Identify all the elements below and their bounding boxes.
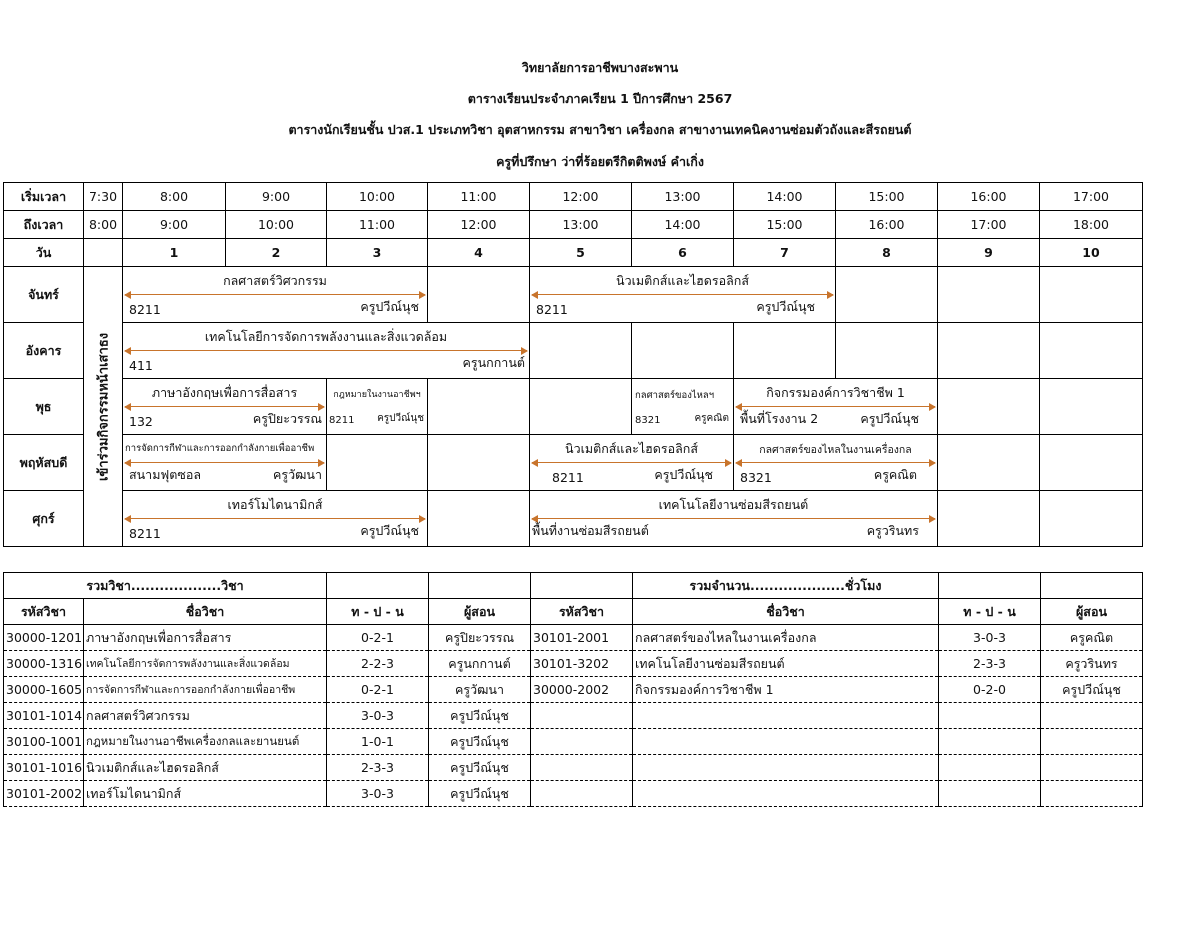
subject-code: 30101-2001 [531,625,633,651]
subject-hours: 2-3-3 [327,755,429,781]
col-name: ชื่อวิชา [633,599,939,625]
period-number: 10 [1040,239,1143,267]
col-hours: ท - ป - น [939,599,1041,625]
period-number: 2 [226,239,327,267]
duration-arrow [532,294,833,295]
period-number: 4 [428,239,530,267]
subject-teacher: ครูวรินทร [1041,651,1143,677]
total-subjects: รวมวิชา...................วิชา [4,573,327,599]
flag-activity-cell [84,267,123,547]
empty-slot [530,323,632,379]
blank-cell [633,781,939,807]
class-teacher: ครูปวีณ์นุช [377,413,424,424]
duration-arrow [125,294,425,295]
day-row-monday [4,267,1143,323]
subject-code: 30000-1605 [4,677,84,703]
end-time: 18:00 [1040,211,1143,239]
blank-cell [939,729,1041,755]
class-teacher: ครูปวีณ์นุช [360,299,419,314]
blank-cell [633,755,939,781]
class-block [123,435,327,491]
blank-cell [1041,573,1143,599]
blank-cell [531,573,633,599]
period-number: 7 [734,239,836,267]
day-name: พฤหัสบดี [4,435,84,491]
empty-slot [632,323,734,379]
empty-slot [1040,435,1143,491]
class-teacher: ครูปวีณ์นุช [654,467,713,482]
start-time: 11:00 [428,183,530,211]
class-subject: กลศาสตร์วิศวกรรม [223,273,327,288]
col-code: รหัสวิชา [4,599,84,625]
class-room: 8211 [129,302,161,317]
empty-slot [938,491,1040,547]
subject-name: การจัดการกีฬาและการออกกำลังกายเพื่ออาชีพ [84,677,327,703]
schedule-table [3,182,1143,547]
day-row-tuesday [4,323,1143,379]
class-subject: กลศาสตร์ของไหลในงานเครื่องกล [759,444,912,456]
college-name: วิทยาลัยการอาชีพบางสะพาน [521,60,679,75]
blank-cell [1041,755,1143,781]
class-subject: กฎหมายในงานอาชีพฯ [333,390,421,400]
class-teacher: ครูปวีณ์นุช [756,299,815,314]
empty-slot [1040,323,1143,379]
day-name: พุธ [4,379,84,435]
table-row [4,781,1143,807]
totals-row [4,573,1143,599]
class-subject: นิวเมติกส์และไฮดรอลิกส์ [565,441,698,456]
class-subject: การจัดการกีฬาและการออกกำลังกายเพื่ออาชีพ [125,443,315,454]
end-time: 14:00 [632,211,734,239]
period-number: 1 [123,239,226,267]
class-room: 8211 [536,302,568,317]
class-room: 8321 [635,415,661,426]
class-subject: กลศาสตร์ของไหลฯ [635,390,715,401]
empty-slot [327,435,428,491]
class-block [632,379,734,435]
duration-arrow [736,406,935,407]
empty-slot [938,267,1040,323]
start-time: 7:30 [84,183,123,211]
subject-hours: 3-0-3 [327,703,429,729]
blank-cell [1041,781,1143,807]
subject-code: 30100-1001 [4,729,84,755]
end-time: 10:00 [226,211,327,239]
start-time-row [4,183,1143,211]
class-block [734,379,938,435]
blank-cell [84,239,123,267]
empty-slot [938,323,1040,379]
day-row-friday [4,491,1143,547]
subject-list-table [3,572,1143,807]
subject-hours: 2-2-3 [327,651,429,677]
start-time: 13:00 [632,183,734,211]
empty-slot [1040,267,1143,323]
subject-code: 30101-3202 [531,651,633,677]
end-time: 15:00 [734,211,836,239]
empty-slot [938,379,1040,435]
end-time: 12:00 [428,211,530,239]
day-name: อังคาร [4,323,84,379]
class-teacher: ครูวัฒนา [273,467,322,482]
subject-teacher: ครูปวีณ์นุช [429,755,531,781]
col-code: รหัสวิชา [531,599,633,625]
class-subject: ภาษาอังกฤษเพื่อการสื่อสาร [151,385,298,400]
class-room: 8211 [552,470,584,485]
table-row [4,651,1143,677]
day-name: จันทร์ [4,267,84,323]
subject-hours: 2-3-3 [939,651,1041,677]
blank-cell [1041,703,1143,729]
subject-code: 30101-1016 [4,755,84,781]
duration-arrow [736,462,935,463]
subject-teacher: ครูคณิต [1041,625,1143,651]
class-block [123,323,530,379]
empty-slot [428,267,530,323]
subject-name: ภาษาอังกฤษเพื่อการสื่อสาร [84,625,327,651]
table-row [4,703,1143,729]
day-name: ศุกร์ [4,491,84,547]
empty-slot [938,435,1040,491]
blank-cell [531,729,633,755]
start-time: 17:00 [1040,183,1143,211]
class-room: 132 [129,414,153,429]
empty-slot [530,379,632,435]
end-label: ถึงเวลา [4,211,84,239]
class-room: 8211 [329,415,355,426]
subject-teacher: ครูปวีณ์นุช [1041,677,1143,703]
day-row-wednesday [4,379,1143,435]
subject-name: เทอร์โมไดนามิกส์ [84,781,327,807]
period-number: 8 [836,239,938,267]
start-time: 15:00 [836,183,938,211]
empty-slot [428,491,530,547]
subject-name: กฎหมายในงานอาชีพเครื่องกลและยานยนต์ [84,729,327,755]
subject-name: เทคโนโลยีการจัดการพลังงานและสิ่งแวดล้อม [84,651,327,677]
class-subject: เทคโนโลยีงานซ่อมสีรถยนต์ [658,497,809,512]
class-subject: เทอร์โมไดนามิกส์ [227,497,323,512]
start-time: 9:00 [226,183,327,211]
blank-cell [939,573,1041,599]
blank-cell [1041,729,1143,755]
class-room: สนามฟุตซอล [129,467,202,482]
class-room: พื้นที่งานซ่อมสีรถยนต์ [532,523,649,538]
class-room: 8211 [129,526,161,541]
class-subject: นิวเมติกส์และไฮดรอลิกส์ [616,273,749,288]
duration-arrow [532,518,935,519]
empty-slot [734,323,836,379]
end-time: 9:00 [123,211,226,239]
start-time: 10:00 [327,183,428,211]
period-number: 5 [530,239,632,267]
blank-cell [939,703,1041,729]
duration-arrow [532,462,731,463]
class-block [530,435,734,491]
blank-cell [531,755,633,781]
blank-cell [633,703,939,729]
subject-name: กลศาสตร์วิศวกรรม [84,703,327,729]
subject-teacher: ครูปิยะวรรณ [429,625,531,651]
class-block [530,491,938,547]
class-teacher: ครูปวีณ์นุช [860,411,919,426]
table-row [4,677,1143,703]
empty-slot [836,267,938,323]
subject-name: กลศาสตร์ของไหลในงานเครื่องกล [633,625,939,651]
duration-arrow [125,462,324,463]
flag-activity-label: เข้าร่วมกิจกรรมหน้าเสาธง [96,332,112,481]
period-number: 3 [327,239,428,267]
column-header-row [4,599,1143,625]
table-row [4,729,1143,755]
class-block [734,435,938,491]
day-label: วัน [4,239,84,267]
end-time: 17:00 [938,211,1040,239]
empty-slot [428,435,530,491]
col-teacher: ผู้สอน [1041,599,1143,625]
start-time: 12:00 [530,183,632,211]
period-row [4,239,1143,267]
class-block [327,379,428,435]
start-time: 16:00 [938,183,1040,211]
subject-code: 30000-2002 [531,677,633,703]
duration-arrow [125,406,324,407]
end-time: 13:00 [530,211,632,239]
class-teacher: ครูปิยะวรรณ [252,411,322,426]
subject-code: 30000-1201 [4,625,84,651]
subject-name: นิวเมติกส์และไฮดรอลิกส์ [84,755,327,781]
total-hours: รวมจำนวน....................ชั่วโมง [633,573,939,599]
subject-teacher: ครูนกกานต์ [429,651,531,677]
empty-slot [1040,379,1143,435]
col-teacher: ผู้สอน [429,599,531,625]
end-time: 11:00 [327,211,428,239]
period-number: 9 [938,239,1040,267]
subject-code: 30101-1014 [4,703,84,729]
blank-cell [531,703,633,729]
empty-slot [836,323,938,379]
blank-cell [327,573,429,599]
subject-hours: 0-2-1 [327,625,429,651]
class-block [123,267,428,323]
duration-arrow [125,518,425,519]
class-subject: กิจกรรมองค์การวิชาชีพ 1 [766,385,905,400]
class-block [530,267,836,323]
day-row-thursday [4,435,1143,491]
period-number: 6 [632,239,734,267]
subject-hours: 3-0-3 [327,781,429,807]
subject-teacher: ครูปวีณ์นุช [429,729,531,755]
table-row [4,755,1143,781]
class-block [123,491,428,547]
blank-cell [531,781,633,807]
subject-name: กิจกรรมองค์การวิชาชีพ 1 [633,677,939,703]
end-time: 8:00 [84,211,123,239]
empty-slot [1040,491,1143,547]
term-title: ตารางเรียนประจำภาคเรียน 1 ปีการศึกษา 2567 [467,91,733,106]
end-time: 16:00 [836,211,938,239]
subject-teacher: ครูปวีณ์นุช [429,703,531,729]
subject-hours: 0-2-0 [939,677,1041,703]
subject-teacher: ครูวัฒนา [429,677,531,703]
empty-slot [428,379,530,435]
start-time: 8:00 [123,183,226,211]
duration-arrow [125,350,527,351]
subject-hours: 0-2-1 [327,677,429,703]
col-name: ชื่อวิชา [84,599,327,625]
class-teacher: ครูคณิต [873,467,917,482]
subject-code: 30000-1316 [4,651,84,677]
col-hours: ท - ป - น [327,599,429,625]
subject-hours: 1-0-1 [327,729,429,755]
subject-name: เทคโนโลยีงานซ่อมสีรถยนต์ [633,651,939,677]
subject-code: 30101-2002 [4,781,84,807]
class-teacher: ครูวรินทร [866,523,919,538]
class-room: 8321 [740,470,772,485]
class-teacher: ครูนกกานต์ [462,355,525,370]
class-teacher: ครูคณิต [694,413,729,424]
blank-cell [633,729,939,755]
class-subject: เทคโนโลยีการจัดการพลังงานและสิ่งแวดล้อม [204,329,448,344]
start-label: เริ่มเวลา [4,183,84,211]
class-room: พื้นที่โรงงาน 2 [740,411,819,426]
blank-cell [939,781,1041,807]
table-row [4,625,1143,651]
end-time-row [4,211,1143,239]
blank-cell [939,755,1041,781]
class-room: 411 [129,358,153,373]
class-title: ตารางนักเรียนชั้น ปวส.1 ประเภทวิชา อุตสาหกรรม สาขาวิชา เครื่องกล สาขางานเทคนิคงานซ่อมตัวถังและสีรถยนต์ [288,122,912,137]
blank-cell [429,573,531,599]
class-block [123,379,327,435]
subject-teacher: ครูปวีณ์นุช [429,781,531,807]
subject-hours: 3-0-3 [939,625,1041,651]
advisor-title: ครูที่ปรึกษา ว่าที่ร้อยตรีกิตติพงษ์ คำเกิ่ง [496,154,704,169]
start-time: 14:00 [734,183,836,211]
class-teacher: ครูปวีณ์นุช [360,523,419,538]
